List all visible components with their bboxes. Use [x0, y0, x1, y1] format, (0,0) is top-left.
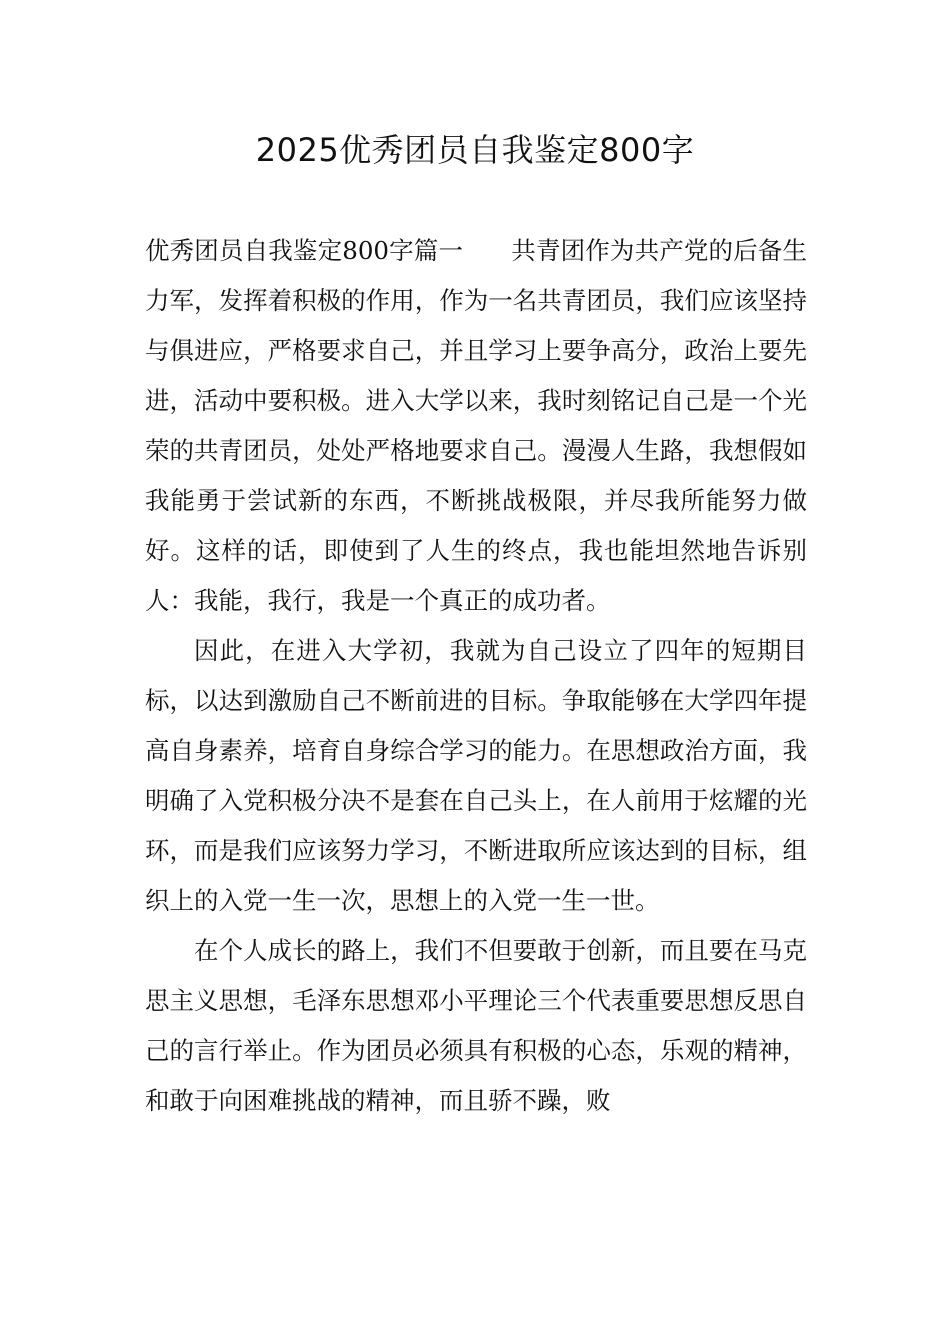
paragraph-3: 在个人成长的路上，我们不但要敢于创新，而且要在马克思主义思想，毛泽东思想邓小平理论三个代表重要思想反思自己的言行举止。作为团员必须具有积极的心态，乐观的精神，和敢于向困难挑战的精神，而且骄不躁，败 [145, 936, 807, 1115]
document-title: 2025优秀团员自我鉴定800字 [255, 131, 695, 169]
paragraph-2: 因此，在进入大学初，我就为自己设立了四年的短期目标，以达到激励自己不断前进的目标。争取能够在大学四年提高自身素养，培育自身综合学习的能力。在思想政治方面，我明确了入党积极分决不是套在自己头上，在人前用于炫耀的光环，而是我们应该努力学习，不断进取所应该达到的目标，组织上的入党一生一次，思想上的入党一生一世。 [145, 636, 807, 915]
section-heading: 优秀团员自我鉴定800字篇一 [145, 236, 464, 265]
document-body [145, 226, 807, 1126]
paragraph-1 [145, 226, 807, 626]
paragraph-1-text: 共青团作为共产党的后备生力军，发挥着积极的作用，作为一名共青团员，我们应该坚持与俱进应，严格要求自己，并且学习上要争高分，政治上要先进，活动中要积极。进入大学以来，我时刻铭记自己是一个光荣的共青团员，处处严格地要求自己。漫漫人生路，我想假如我能勇于尝试新的东西，不断挑战极限，并尽我所能努力做好。这样的话，即使到了人生的终点，我也能坦然地告诉别人：我能，我行，我是一个真正的成功者。 [145, 236, 808, 615]
